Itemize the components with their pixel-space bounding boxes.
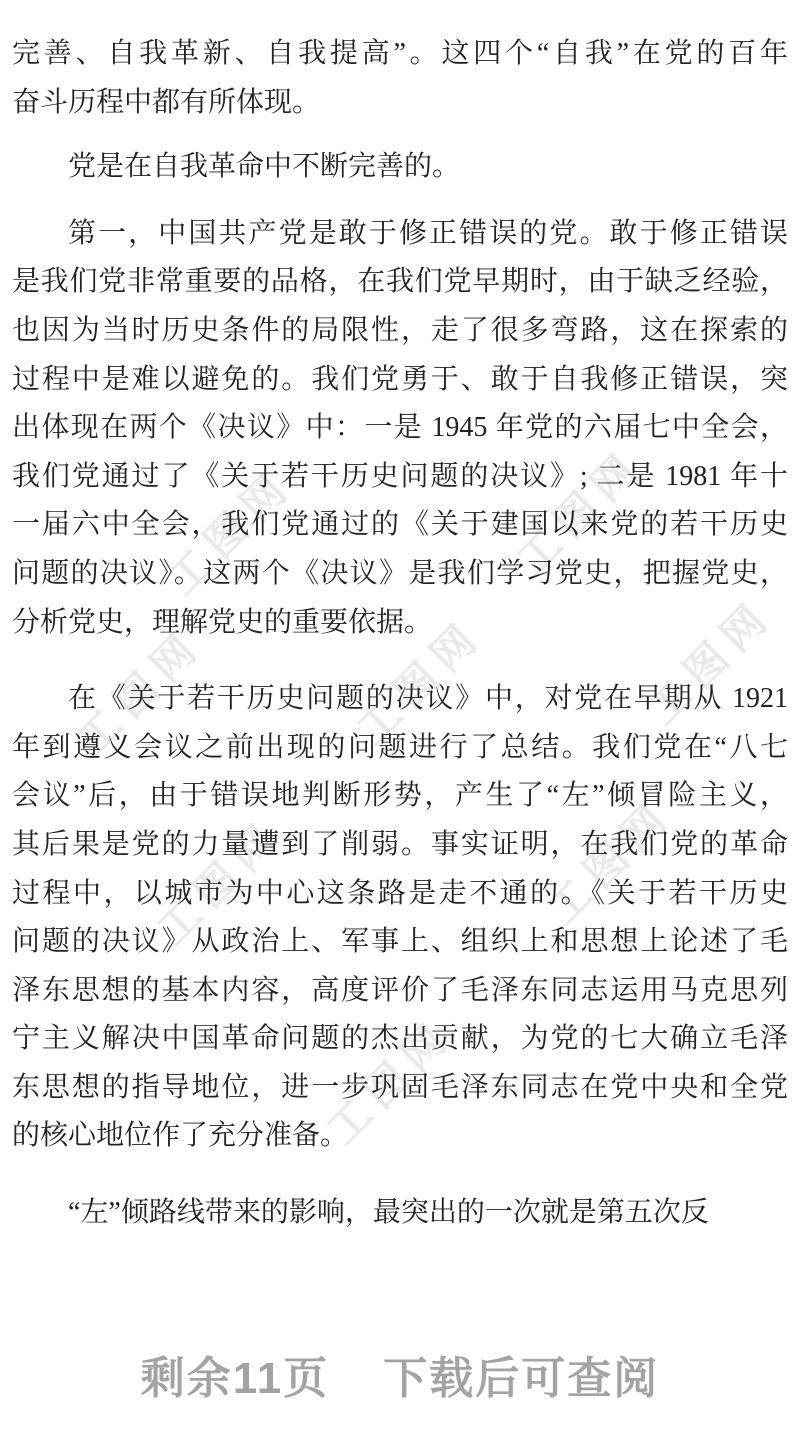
remaining-pages-text: 剩余11页 [140, 1354, 330, 1403]
watermark-text: 工图网 [637, 589, 782, 734]
paragraph [12, 30, 788, 127]
text-line: 其后果是党的力量遭到了削弱。事实证明，在我们党的革命 [12, 828, 788, 860]
paragraph [12, 210, 788, 647]
text-line: 出体现在两个《决议》中：一是 1945 年党的六届七中全会， [12, 412, 788, 444]
text-line: 分析党史，理解党史的重要依据。 [12, 606, 433, 638]
text-line: 奋斗历程中都有所体现。 [12, 86, 321, 118]
watermark-text: 工图网 [317, 1009, 462, 1154]
text-line: 也因为当时历史条件的局限性，走了很多弯路，这在探索的 [12, 314, 788, 346]
text-line: 党是在自我革命中不断完善的。 [68, 151, 461, 183]
text-line: 年到遵义会议之前出现的问题进行了总结。我们党在“八七 [12, 731, 788, 763]
text-line: 在《关于若干历史问题的决议》中，对党在早期从 1921 [68, 683, 788, 715]
text-line: “左”倾路线带来的影响，最突出的一次就是第五次反 [68, 1197, 709, 1229]
text-line: 泽东思想的基本内容，高度评价了毛泽东同志运用马克思列 [12, 974, 788, 1006]
text-line: 东思想的指导地位，进一步巩固毛泽东同志在党中央和全党 [12, 1071, 788, 1103]
text-line: 宁主义解决中国革命问题的杰出贡献，为党的七大确立毛泽 [12, 1023, 788, 1055]
text-line: 过程中，以城市为中心这条路是走不通的。《关于若干历史 [12, 877, 788, 909]
text-line: 问题的决议》从政治上、军事上、组织上和思想上论述了毛 [12, 926, 788, 958]
text-line: 问题的决议》。这两个《决议》是我们学习党史，把握党史， [12, 557, 788, 589]
text-line: 完善、自我革新、自我提高”。这四个“自我”在党的百年 [12, 38, 788, 69]
paragraph [12, 143, 788, 192]
paragraph [12, 675, 788, 1161]
text-line: 是我们党非常重要的品格，在我们党早期时，由于缺乏经验， [12, 266, 788, 298]
watermark-text: 工图网 [347, 609, 492, 754]
watermark-text: 工图网 [507, 439, 652, 584]
remaining-pages-banner [0, 1342, 800, 1406]
download-hint-text: 下载后可查阅 [383, 1354, 660, 1403]
text-line: 一届六中全会，我们党通过的《关于建国以来党的若干历史 [12, 509, 788, 541]
paragraph [12, 1189, 788, 1238]
watermark-text: 工图网 [537, 789, 682, 934]
text-line: 的核心地位作了充分准备。 [12, 1120, 349, 1152]
watermark-text: 工图网 [157, 459, 302, 604]
text-line: 第一，中国共产党是敢于修正错误的党。敢于修正错误 [68, 217, 788, 249]
watermark-text: 工图网 [147, 809, 292, 954]
text-line: 我们党通过了《关于若干历史问题的决议》; 二是 1981 年十 [12, 460, 788, 492]
text-line: 过程中是难以避免的。我们党勇于、敢于自我修正错误，突 [12, 363, 788, 395]
watermark-text: 工图网 [67, 619, 212, 764]
text-line: 会议”后，由于错误地判断形势，产生了“左”倾冒险主义， [12, 780, 788, 812]
